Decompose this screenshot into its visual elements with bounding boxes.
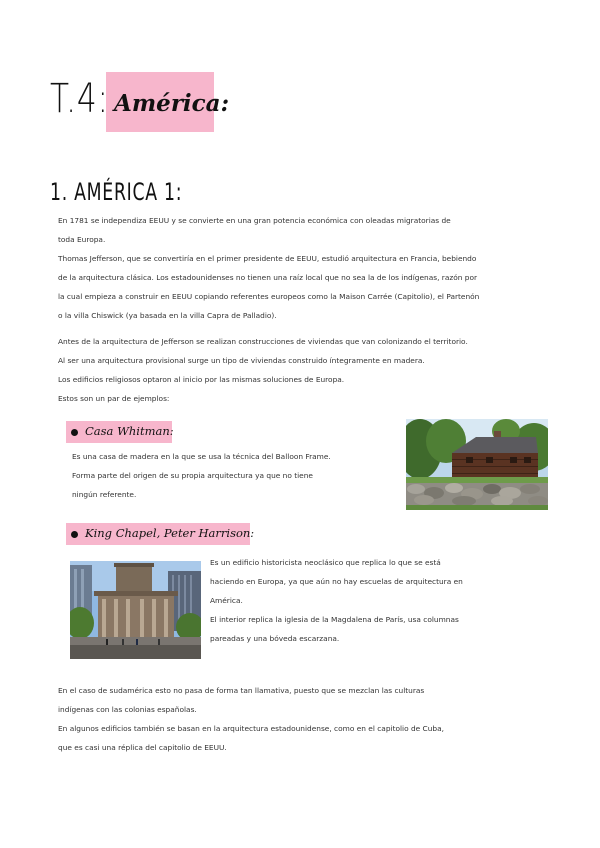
text-line: pareadas y una bóveda escarzana.	[210, 634, 340, 643]
text-line: Los edificios religiosos optaron al inicio por las mismas soluciones de Europa.	[58, 375, 345, 384]
bullet-king-chapel	[66, 523, 255, 545]
text-line: Forma parte del origen de su propia arquitectura ya que no tiene	[72, 471, 313, 480]
casa-whitman-description	[72, 447, 331, 504]
king-chapel-description	[210, 553, 463, 648]
bullet-label: Casa Whitman:	[85, 424, 174, 438]
text-line: ningún referente.	[72, 490, 137, 499]
closing-paragraph	[58, 681, 444, 757]
text-line: América.	[210, 596, 243, 605]
intro-paragraph	[58, 211, 479, 325]
text-line: toda Europa.	[58, 235, 106, 244]
text-line: Antes de la arquitectura de Jefferson se realizan construcciones de viviendas que van colonizando el territorio.	[58, 337, 468, 346]
text-line: indígenas con las colonias españolas.	[58, 705, 197, 714]
text-line: haciendo en Europa, ya que aún no hay escuelas de arquitectura en	[210, 577, 463, 586]
text-line: El interior replica la iglesia de la Magdalena de París, usa columnas	[210, 615, 459, 624]
section-heading: 1. AMÉRICA 1:	[50, 178, 183, 206]
text-line: Es un edificio historicista neoclásico que replica lo que se está	[210, 558, 441, 567]
text-line: Al ser una arquitectura provisional surge un tipo de viviendas construido íntegramente en madera.	[58, 356, 425, 365]
text-line: En el caso de sudamérica esto no pasa de forma tan llamativa, puesto que se mezclan las culturas	[58, 686, 425, 695]
text-line: Estos son un par de ejemplos:	[58, 394, 170, 403]
text-line: la cual empieza a construir en EEUU copiando referentes europeos como la Maison Carrée (Capitolio), el Partenón	[58, 292, 480, 301]
text-line: Thomas Jefferson, que se convertiría en el primer presidente de EEUU, estudió arquitectura en Francia, bebiendo	[58, 254, 477, 263]
kings-chapel-photo	[70, 561, 201, 659]
text-line: Es una casa de madera en la que se usa la técnica del Balloon Frame.	[72, 452, 331, 461]
history-paragraph	[58, 332, 468, 408]
text-line: que es casi una réplica del capitolio de EEUU.	[58, 743, 227, 752]
text-line: En 1781 se independiza EEUU y se convierte en una gran potencia económica con oleadas migratorias de	[58, 216, 451, 225]
text-line: o la villa Chiswick (ya basada en la villa Capra de Palladio).	[58, 311, 277, 320]
bullet-label: King Chapel, Peter Harrison:	[85, 526, 255, 540]
bullet-dot-icon	[71, 429, 78, 436]
title-number: T.4:	[50, 76, 109, 122]
bullet-dot-icon	[71, 531, 78, 538]
bullet-casa-whitman	[66, 421, 172, 443]
text-line: En algunos edificios también se basan en la arquitectura estadounidense, como en el capitolio de Cuba,	[58, 724, 444, 733]
text-line: de la arquitectura clásica. Los estadounidenses no tienen una raíz local que no sea la de los indígenas, razón por	[58, 273, 478, 282]
whitman-house-photo	[406, 419, 548, 510]
title-text: América:	[114, 90, 230, 117]
